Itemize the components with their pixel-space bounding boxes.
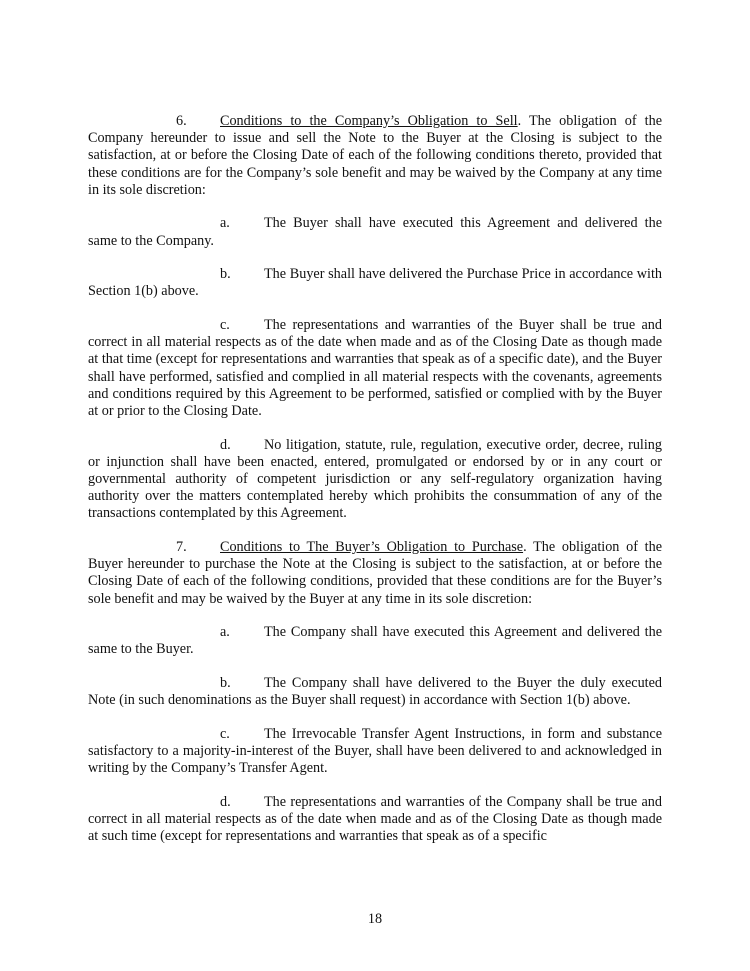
- section-6-number: 6.: [176, 113, 187, 129]
- item-label: d.: [220, 436, 231, 453]
- page-number: 18: [367, 911, 383, 927]
- section-7-item-b: [88, 675, 662, 709]
- item-text: No litigation, statute, rule, regulation, executive order, decree, ruling or injunction shall have been enacted, entered, promulgated or endorsed by or in any court or governmental authority of competent jurisdiction or any self-regulatory organization having authority over the matters contemplated hereby which prohibits the consummation of any of the transactions contemplated by this Agreement.: [88, 436, 662, 522]
- item-text: The representations and warranties of the Buyer shall be true and correct in all material respects as of the date when made and as of the Closing Date as though made at that time (except for representations and warranties that speak as of a specific date), and the Buyer shall have performed, satisfied and complied in all material respects with the covenants, agreements and conditions required by this Agreement to be performed, satisfied or complied with by the Buyer at or prior to the Closing Date.: [88, 317, 662, 420]
- section-7-item-d: [88, 794, 662, 846]
- section-7-heading: Conditions to The Buyer’s Obligation to Purchase: [220, 539, 524, 556]
- section-7-number: 7.: [176, 539, 187, 556]
- document-body: [88, 113, 662, 862]
- item-label: b.: [220, 266, 231, 283]
- item-label: b.: [220, 675, 231, 692]
- item-text: The Irrevocable Transfer Agent Instructions, in form and substance satisfactory to a majority-in-interest of the Buyer, shall have been delivered to and acknowledged in writing by the Company’s Transfer Agent.: [88, 725, 662, 777]
- section-6-item-b: [88, 266, 662, 300]
- section-6-paragraph: [88, 113, 662, 199]
- section-6-item-d: [88, 437, 662, 523]
- item-text: The representations and warranties of the Company shall be true and correct in all material respects as of the date when made and as of the Closing Date as though made at such time (except for representations and warranties that speak as of a specific: [88, 793, 662, 845]
- section-7-paragraph: [88, 539, 662, 608]
- item-text: The Buyer shall have executed this Agreement and delivered the same to the Company.: [88, 215, 662, 249]
- section-6-item-c: [88, 317, 662, 420]
- item-label: c.: [220, 725, 230, 742]
- item-label: d.: [220, 793, 231, 810]
- section-7-item-a: [88, 624, 662, 658]
- section-6-text: . The obligation of the Company hereunder to issue and sell the Note to the Buyer at the Closing is subject to the satisfaction, at or before the Closing Date of each of the following conditions thereto, provided that these conditions are for the Company’s sole benefit and may be waived by the Company at any time in its sole discretion:: [88, 113, 662, 198]
- section-7-text: . The obligation of the Buyer hereunder to purchase the Note at the Closing is subject to the satisfaction, at or before the Closing Date of each of the following conditions, provided that these conditions are for the Buyer’s sole benefit and may be waived by the Buyer at any time in its sole discretion:: [88, 539, 662, 607]
- item-text: The Buyer shall have delivered the Purchase Price in accordance with Section 1(b) above.: [88, 266, 662, 300]
- item-label: c.: [220, 317, 230, 333]
- item-text: The Company shall have executed this Agreement and delivered the same to the Buyer.: [88, 624, 662, 658]
- section-6-heading: Conditions to the Company’s Obligation to Sell: [220, 113, 518, 129]
- item-label: a.: [220, 215, 230, 232]
- item-label: a.: [220, 624, 230, 641]
- section-7-item-c: [88, 726, 662, 778]
- section-6-item-a: [88, 215, 662, 249]
- item-text: The Company shall have delivered to the Buyer the duly executed Note (in such denominations as the Buyer shall request) in accordance with Section 1(b) above.: [88, 675, 662, 709]
